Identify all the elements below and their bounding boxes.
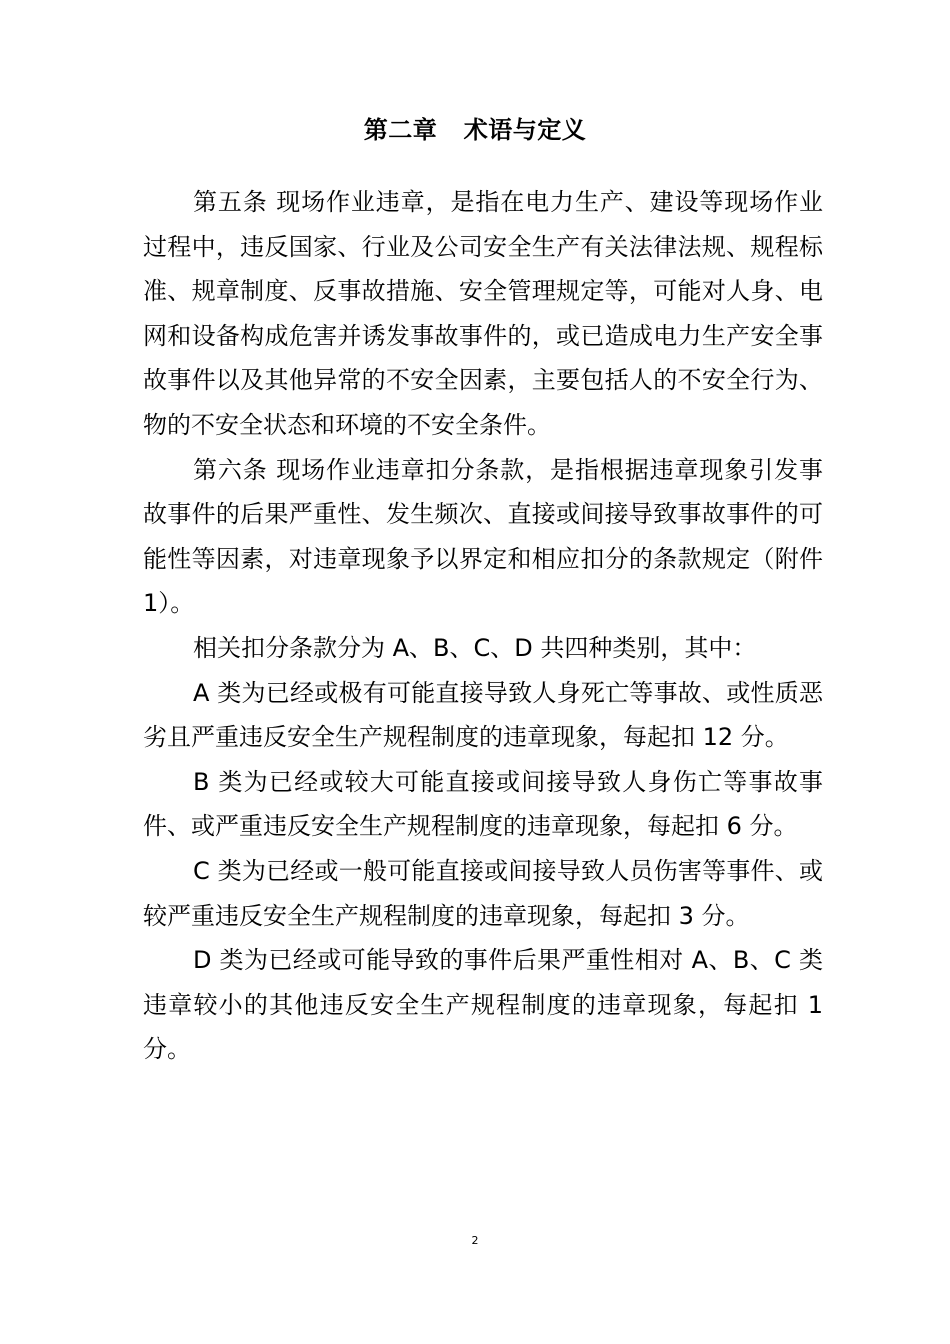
category-c-paragraph: C 类为已经或一般可能直接或间接导致人员伤害等事件、或较严重违反安全生产规程制度的违章现象，每起扣 3 分。 (143, 856, 823, 930)
chapter-title: 第二章 术语与定义 (363, 116, 587, 144)
category-b-paragraph: B 类为已经或较大可能直接或间接导致人身伤亡等事故事件、或严重违反安全生产规程制度的违章现象，每起扣 6 分。 (143, 767, 823, 841)
category-d-paragraph: D 类为已经或可能导致的事件后果严重性相对 A、B、C 类违章较小的其他违反安全生产规程制度的违章现象，每起扣 1 分。 (143, 946, 823, 1064)
category-a-paragraph: A 类为已经或极有可能直接导致人身死亡等事故、或性质恶劣且严重违反安全生产规程制度的违章现象，每起扣 12 分。 (143, 678, 823, 752)
categories-intro-paragraph: 相关扣分条款分为 A、B、C、D 共四种类别，其中： (193, 633, 757, 662)
page-number: 2 (471, 1234, 479, 1247)
article-6-paragraph: 第六条 现场作业违章扣分条款，是指根据违章现象引发事故事件的后果严重性、发生频次、直接或间接导致事故事件的可能性等因素，对违章现象予以界定和相应扣分的条款规定（附件 1）。 (143, 455, 823, 618)
article-5-paragraph: 第五条 现场作业违章，是指在电力生产、建设等现场作业过程中，违反国家、行业及公司安全生产有关法律法规、规程标准、规章制度、反事故措施、安全管理规定等，可能对人身、电网和设备构成危害并诱发事故事件的，或已造成电力生产安全事故事件以及其他异常的不安全因素，主要包括人的不安全行为、物的不安全状态和环境的不安全条件。 (143, 188, 823, 439)
body-text (143, 180, 823, 1072)
